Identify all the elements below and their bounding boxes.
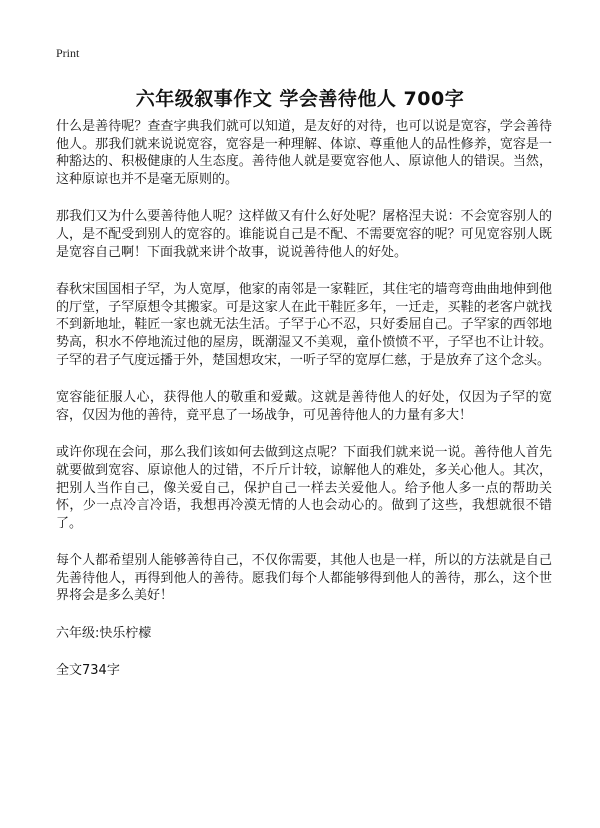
- word-count: 全文734字: [56, 663, 120, 679]
- article-paragraph: 什么是善待呢？查查字典我们就可以知道，是友好的对待，也可以说是宽容，学会善待他人。那我们就来说说宽容，宽容是一种理解、体谅、尊重他人的品性修养，宽容是一种豁达的、积极健康的人生态度。善待他人就是要宽容他人、原谅他人的错误。当然，这种原谅也并不是毫无原则的。: [56, 119, 552, 187]
- article-title: 六年级叙事作文 学会善待他人 700字: [135, 88, 465, 110]
- print-link[interactable]: Print: [56, 46, 80, 60]
- article-paragraph: 春秋宋国国相子罕，为人宽厚，他家的南邻是一家鞋匠，其住宅的墙弯弯曲曲地伸到他的厅堂，子罕原想令其搬家。可是这家人在此干鞋匠多年，一迁走，买鞋的老客户就找不到新地址，鞋匠一家也就无法生活。子罕于心不忍，只好委屈自己。子罕家的西邻地势高，积水不停地流过他的屋房，既潮湿又不美观，童仆愤愤不平，子罕也不让计较。子罕的君子气度远播于外，楚国想攻宋，一听子罕的宽厚仁慈，于是放弃了这个念头。: [56, 282, 552, 368]
- article-paragraph: 每个人都希望别人能够善待自己，不仅你需要，其他人也是一样，所以的方法就是自己先善待他人，再得到他人的善待。愿我们每个人都能够得到他人的善待，那么，这个世界将会是多么美好！: [56, 553, 552, 604]
- article-paragraph: 宽容能征服人心，获得他人的敬重和爱戴。这就是善待他人的好处，仅因为子罕的宽容，仅因为他的善待，竟平息了一场战争，可见善待他人的力量有多大！: [56, 390, 552, 423]
- author-line: 六年级:快乐柠檬: [56, 626, 152, 642]
- article-paragraph: 或许你现在会问，那么我们该如何去做到这点呢？下面我们就来说一说。善待他人首先就要做到宽容、原谅他人的过错，不斤斤计较，谅解他人的难处，多关心他人。其次，把别人当作自己，像关爱自己，保护自己一样去关爱他人。给予他人多一点的帮助关怀，少一点冷言冷语，我想再冷漠无情的人也会动心的。做到了这些，我想就很不错了。: [56, 445, 552, 531]
- article-body: [56, 118, 552, 679]
- article-paragraph: 那我们又为什么要善待他人呢？这样做又有什么好处呢？屠格涅夫说：不会宽容别人的人，是不配受到别人的宽容的。谁能说自己是不配、不需要宽容的呢？可见宽容别人既是宽容自己啊！下面我就来讲个故事，说说善待他人的好处。: [56, 209, 552, 260]
